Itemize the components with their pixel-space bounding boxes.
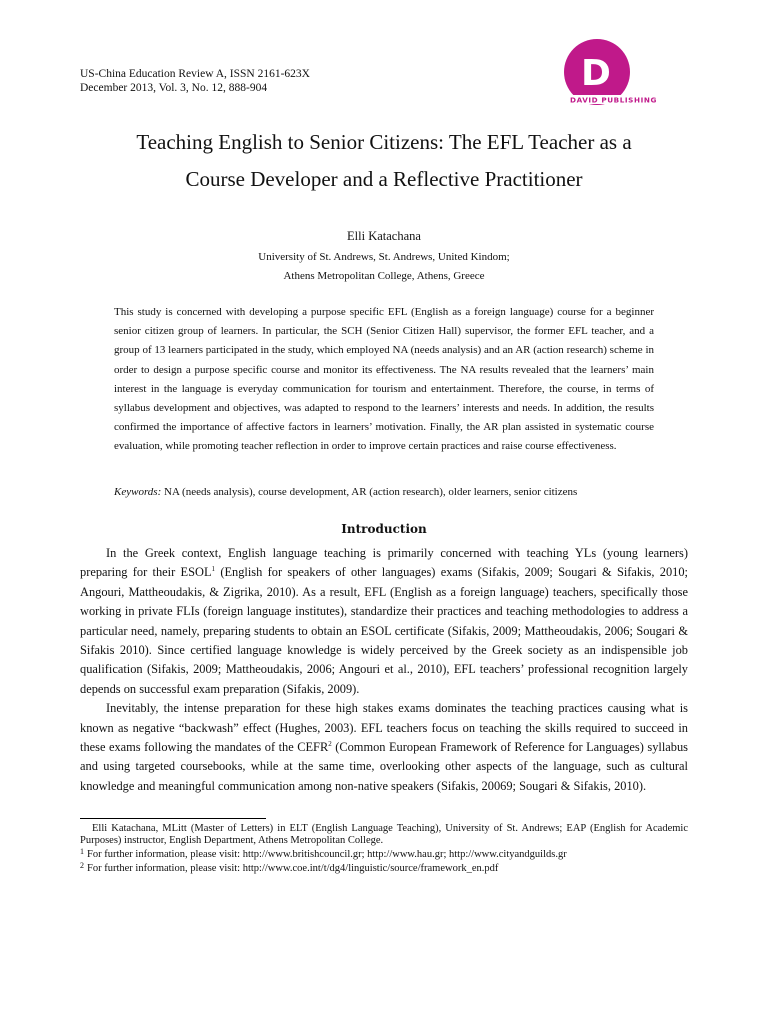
author-affiliation xyxy=(0,248,768,286)
logo-letter: D xyxy=(581,53,611,94)
footnote-1-number: 1 xyxy=(80,847,84,856)
paragraph-1-part-b: (English for speakers of other languages) exams (Sifakis, 2009; Sougari & Sifakis, 2010; Angouri, Mattheoudakis, & Zigrika, 2010). As a result, EFL (English as a foreign language) teachers, specifically those working in private FLIs (foreign language institutes), standardize their practices and teaching methodologies to address a particular need, namely, preparing students to obtain an ESOL certificate (Sifakis, 2009; Mattheoudakis, 2006; Sougari & Sifakis 2010). Since certified language knowledge is widely perceived by the Greek society as an indispensible job qualification (Sifakis, 2009; Mattheoudakis, 2006; Angouri et al., 2010), EFL teachers’ professional recognition largely depends on successful exam preparation (Sifakis, 2009). xyxy=(80,565,688,696)
paragraph-2-part-a: Inevitably, the intense preparation for these high stakes exams dominates the teaching practices causing what is known as negative “backwash” effect (Hughes, 2003). EFL teachers focus on teaching the skills required to succeed in these exams following the mandates of the CEFR xyxy=(80,701,688,755)
footnote-ref-1: 1 xyxy=(211,565,216,574)
title-line-2: Course Developer and a Reflective Practitioner xyxy=(185,167,583,191)
logo-text: DAVID PUBLISHING xyxy=(570,95,657,105)
journal-info xyxy=(80,67,310,95)
footnote-2-number: 2 xyxy=(80,861,84,870)
title-line-1: Teaching English to Senior Citizens: The EFL Teacher as a xyxy=(136,130,632,154)
footnote-1 xyxy=(80,849,688,861)
publisher-logo xyxy=(554,38,699,110)
paragraph-1 xyxy=(80,544,688,699)
paragraph-1-part-a: In the Greek context, English language teaching is primarily concerned with teaching YLs (young learners) preparing for their ESOL xyxy=(80,546,688,580)
journal-line-2: December 2013, Vol. 3, No. 12, 888-904 xyxy=(80,82,268,94)
affiliation-2: Athens Metropolitan College, Athens, Greece xyxy=(283,270,485,282)
paragraph-2 xyxy=(80,699,688,796)
paragraph-2-part-b: (Common European Framework of Reference for Languages) syllabus and using targeted coursebooks, while at the same time, overlooking other aspects of the language, such as cultural knowledge and meaningful communication among non-native speakers (Sifakis, 20069; Sougari & Sifakis, 2010). xyxy=(80,740,688,793)
introduction-body xyxy=(80,544,688,796)
footnote-author: Elli Katachana, MLitt (Master of Letters) in ELT (English Language Teaching), University of St. Andrews; EAP (English for Academic Purposes) instructor, English Department, Athens Metropolitan College. xyxy=(80,823,688,846)
author-name: Elli Katachana xyxy=(347,229,421,243)
keywords-label: Keywords: xyxy=(114,486,162,498)
footnote-ref-2: 2 xyxy=(328,740,332,749)
journal-line-1: US-China Education Review A, ISSN 2161-623X xyxy=(80,68,310,80)
footnote-2-text: For further information, please visit: http://www.coe.int/t/dg4/linguistic/source/framework_en.pdf xyxy=(87,863,499,874)
keywords xyxy=(114,486,654,498)
abstract: This study is concerned with developing a purpose specific EFL (English as a foreign language) course for a beginner senior citizen group of learners. In particular, the SCH (Senior Citizen Hall) supervisor, the former EFL teacher, and a group of 13 learners participated in the study, which employed NA (needs analysis) and an AR (action research) scheme in order to design a purpose specific course and monitor its effectiveness. The NA results revealed that the learners’ main interest in the language is everyday communication for tourism and entertainment. Therefore, the course, in terms of syllabus development and objectives, was adapted to respond to the learners’ interests and needs. In addition, the results confirmed the importance of affective factors in learners’ motivation. Finally, the AR plan assisted in systematic course evaluation, while promoting teacher reflection in order to improve certain practices and raise course effectiveness. xyxy=(114,306,654,453)
paper-title xyxy=(40,124,728,198)
footnotes xyxy=(80,823,688,877)
affiliation-1: University of St. Andrews, St. Andrews, United Kindom; xyxy=(258,251,510,263)
section-heading-introduction: Introduction xyxy=(341,522,427,536)
footnote-2 xyxy=(80,863,688,875)
keywords-text: NA (needs analysis), course development, AR (action research), older learners, senior citizens xyxy=(164,486,578,498)
footnote-1-text: For further information, please visit: http://www.britishcouncil.gr; http://www.hau.gr; http://www.cityandguilds.gr xyxy=(87,849,567,860)
footnote-rule xyxy=(80,818,266,819)
